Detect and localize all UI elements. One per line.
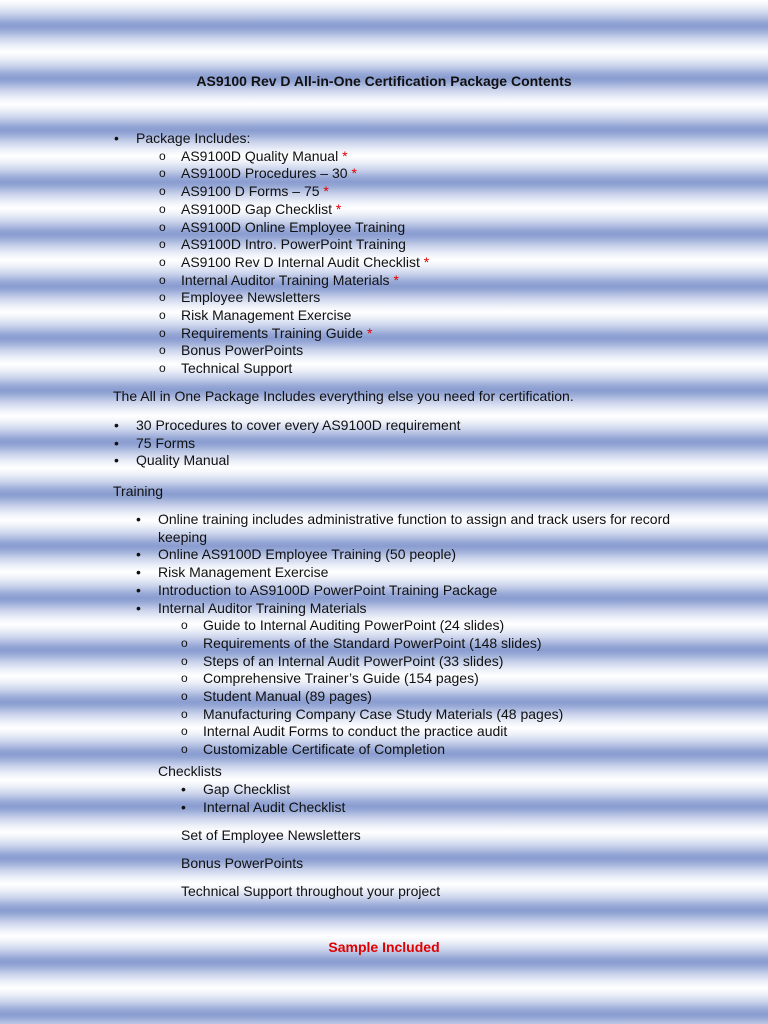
- extra-powerpoints: Bonus PowerPoints: [181, 855, 304, 871]
- list-item: o Requirements of the Standard PowerPoint (148 slides): [203, 635, 678, 653]
- list-item: • Quality Manual: [136, 452, 461, 470]
- list-item: • Introduction to AS9100D PowerPoint Training Package: [158, 582, 678, 600]
- list-item: o Student Manual (89 pages): [203, 688, 678, 706]
- intro-text: The All in One Package Includes everything else you need for certification.: [113, 388, 574, 404]
- list-item: o AS9100 D Forms – 75 *: [181, 183, 429, 201]
- checklists-list: [203, 781, 345, 816]
- list-item: o Requirements Training Guide *: [181, 325, 429, 343]
- list-item: o Technical Support: [181, 360, 429, 378]
- extra-support: Technical Support throughout your project: [181, 883, 441, 899]
- checklists-heading: Checklists: [158, 763, 222, 779]
- everything-list: [136, 417, 461, 470]
- list-item: o AS9100D Gap Checklist *: [181, 201, 429, 219]
- list-item: o AS9100D Procedures – 30 *: [181, 165, 429, 183]
- list-item: o Internal Auditor Training Materials *: [181, 272, 429, 290]
- list-item: o Bonus PowerPoints: [181, 342, 429, 360]
- list-item: o Manufacturing Company Case Study Materials (48 pages): [203, 706, 678, 724]
- training-heading: Training: [113, 483, 164, 499]
- list-item: • Gap Checklist: [203, 781, 345, 799]
- list-item: • 75 Forms: [136, 435, 461, 453]
- list-item: o AS9100D Intro. PowerPoint Training: [181, 236, 429, 254]
- training-list: [158, 511, 678, 759]
- list-item: o AS9100D Quality Manual *: [181, 148, 429, 166]
- list-item: o Customizable Certificate of Completion: [203, 741, 678, 759]
- list-item: • Risk Management Exercise: [158, 564, 678, 582]
- package-list: [136, 130, 429, 378]
- list-item: o Employee Newsletters: [181, 289, 429, 307]
- sample-included: Sample Included: [328, 939, 440, 955]
- list-item: o AS9100D Online Employee Training: [181, 219, 429, 237]
- list-item: • 30 Procedures to cover every AS9100D requirement: [136, 417, 461, 435]
- list-item: o Internal Audit Forms to conduct the practice audit: [203, 723, 678, 741]
- package-heading: • Package Includes: o AS9100D Quality Manual * o AS9100D Procedures – 30 * o AS9100 D Forms – 75 * o AS9100D Gap Checklist * o AS9100D Online Employee Training o AS9100D Intro. PowerPoint Training o AS9100 Rev D Internal Audit Checklist * o Internal Auditor Training Materials * o Employee Newsletters o Risk Management Exercise o Requirements Training Guide * o Bonus PowerPoints o Technical Support: [136, 130, 429, 378]
- list-item: o Guide to Internal Auditing PowerPoint (24 slides): [203, 617, 678, 635]
- list-item: o AS9100 Rev D Internal Audit Checklist *: [181, 254, 429, 272]
- document-title: AS9100 Rev D All-in-One Certification Package Contents: [196, 73, 572, 89]
- auditor-items: [203, 617, 678, 759]
- list-item: o Steps of an Internal Audit PowerPoint (33 slides): [203, 653, 678, 671]
- list-item: • Internal Auditor Training Materials o Guide to Internal Auditing PowerPoint (24 slides) o Requirements of the Standard PowerPoint (148 slides) o Steps of an Internal Audit PowerPoint (33 slides) o Comprehensive Trainer’s Guide (154 pages) o Student Manual (89 pages) o Manufacturing Company Case Study Materials (48 pages) o Internal Audit Forms to conduct the practice audit o Customizable Certificate of Completion: [158, 600, 678, 759]
- list-item: • Internal Audit Checklist: [203, 799, 345, 817]
- list-item: o Comprehensive Trainer’s Guide (154 pages): [203, 670, 678, 688]
- list-item: o Risk Management Exercise: [181, 307, 429, 325]
- list-item: • Online AS9100D Employee Training (50 people): [158, 546, 678, 564]
- extra-newsletters: Set of Employee Newsletters: [181, 827, 361, 843]
- package-items: [181, 148, 429, 378]
- list-item: • Online training includes administrative function to assign and track users for record keeping: [158, 511, 678, 546]
